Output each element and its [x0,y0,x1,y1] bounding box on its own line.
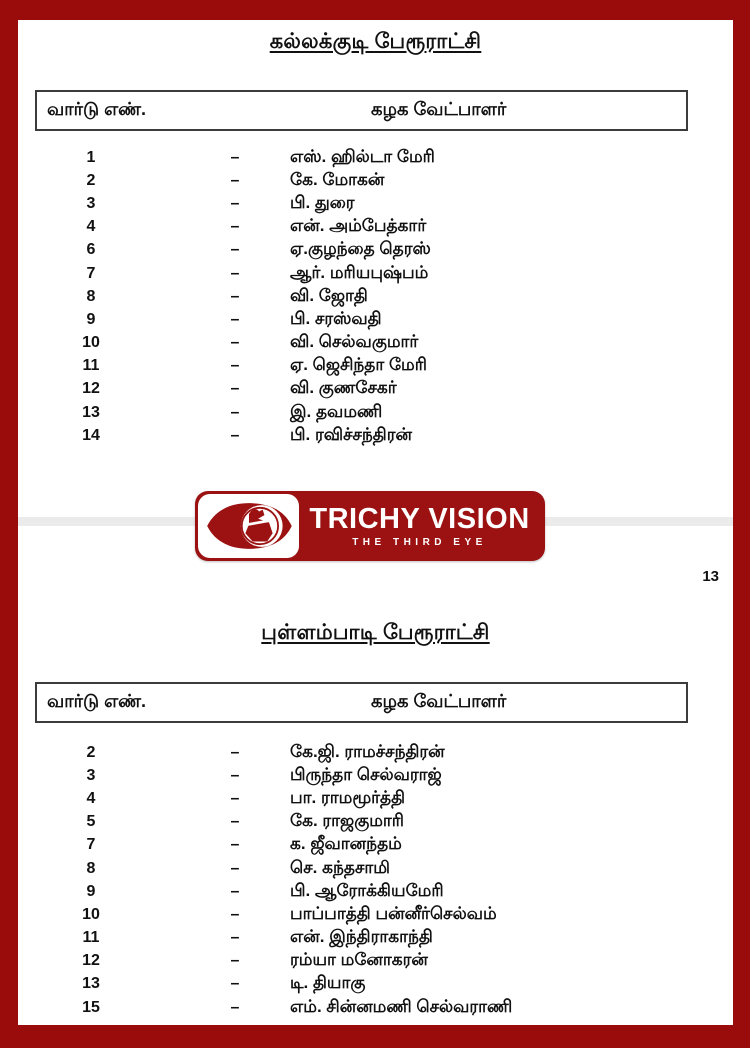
candidate-name: க. ஜீவானந்தம் [290,834,402,854]
candidate-name: வி. செல்வகுமார் [290,332,419,352]
candidate-name: டி. தியாகு [290,973,366,993]
table-row [18,903,733,926]
ward-number: 7 [86,264,96,282]
table-row [18,378,733,401]
candidate-name: எஸ். ஹில்டா மேரி [290,146,435,166]
dash-separator: – [230,426,240,444]
dash-separator: – [230,357,240,375]
ward-number: 13 [82,403,100,421]
table-row [18,880,733,903]
dash-separator: – [230,264,240,282]
dash-separator: – [230,334,240,352]
table-row [18,169,733,192]
candidate-name: என். அம்பேத்கார் [290,216,427,236]
ward-number: 2 [86,171,96,189]
ward-number: 10 [82,334,100,352]
candidate-name: வி. குணசேகர் [290,378,397,398]
logo-tagline: THE THIRD EYE [352,536,487,548]
ward-number: 12 [82,952,100,970]
dash-separator: – [230,813,240,831]
dash-separator: – [230,287,240,305]
table-row [18,857,733,880]
table-row [18,146,733,169]
table-row [18,308,733,331]
dash-separator: – [230,975,240,993]
dash-separator: – [230,194,240,212]
section2-rows [18,741,733,1019]
logo-title: TRICHY VISION [309,503,530,536]
table-row [18,239,733,262]
table-row [18,741,733,764]
ward-number: 6 [86,241,96,259]
candidate-name: பா. ராமமூர்த்தி [290,787,406,807]
ward-number-column-header: வார்டு எண். [47,691,147,711]
table-row [18,262,733,285]
section1-rows [18,146,733,447]
candidate-name: ரம்யா மனோகரன் [290,950,428,970]
table-row [18,973,733,996]
candidate-name: எம். சின்னமணி செல்வராணி [290,996,513,1016]
ward-number: 11 [82,357,100,375]
table-row [18,764,733,787]
page-number: 13 [702,568,719,585]
dash-separator: – [230,148,240,166]
candidate-name: பாப்பாத்தி பன்னீர்செல்வம் [290,903,497,923]
dash-separator: – [230,743,240,761]
ward-number-column-header: வார்டு எண். [47,99,147,119]
table-row [18,332,733,355]
dash-separator: – [230,789,240,807]
ward-number: 9 [86,310,96,328]
dash-separator: – [230,836,240,854]
ward-number: 3 [86,194,96,212]
ward-number: 4 [86,789,96,807]
page-content [18,20,733,1025]
ward-number: 14 [82,426,100,444]
dash-separator: – [230,905,240,923]
ward-number: 4 [86,218,96,236]
section2-title: புள்ளம்பாடி பேரூராட்சி [261,621,490,644]
dash-separator: – [230,171,240,189]
ward-number: 10 [82,905,100,923]
candidate-name: செ. கந்தசாமி [290,857,390,877]
candidate-name: பி. துரை [290,192,355,212]
ward-number: 15 [82,998,100,1016]
ward-number: 8 [86,859,96,877]
table-row [18,787,733,810]
candidate-name: ஏ. ஜெசிந்தா மேரி [290,355,427,375]
table-row [18,192,733,215]
table-row [18,401,733,424]
eye-icon [198,494,299,558]
candidate-name: பி. ரவிச்சந்திரன் [290,424,413,444]
candidate-name: கே. ராஜகுமாரி [290,811,405,831]
ward-number: 9 [86,882,96,900]
table-row [18,355,733,378]
candidate-name: கே. மோகன் [290,169,385,189]
dash-separator: – [230,998,240,1016]
ward-number: 13 [82,975,100,993]
candidate-column-header: கழக வேட்பாளர் [371,99,507,119]
candidate-name: இ. தவமணி [290,401,383,421]
table-row [18,285,733,308]
ward-number: 2 [86,743,96,761]
ward-number: 11 [82,929,100,947]
ward-number: 7 [86,836,96,854]
dash-separator: – [230,218,240,236]
candidate-name: வி. ஜோதி [290,285,368,305]
trichy-vision-logo [195,491,545,561]
candidate-name: என். இந்திராகாந்தி [290,927,433,947]
table-row [18,424,733,447]
dash-separator: – [230,380,240,398]
candidate-name: பி. சரஸ்வதி [290,308,382,328]
dash-separator: – [230,241,240,259]
dash-separator: – [230,859,240,877]
section1-title: கல்லக்குடி பேரூராட்சி [269,30,482,53]
dash-separator: – [230,766,240,784]
logo-text [302,491,545,561]
candidate-name: கே.ஜி. ராமச்சந்திரன் [290,741,445,761]
candidate-name: ஆர். மரியபுஷ்பம் [290,262,429,282]
table-row [18,996,733,1019]
table-row [18,834,733,857]
ward-number: 12 [82,380,100,398]
dash-separator: – [230,310,240,328]
ward-number: 3 [86,766,96,784]
ward-number: 5 [86,813,96,831]
candidate-name: ஏ.குழந்தை தெரஸ் [290,239,431,259]
ward-number: 1 [86,148,96,166]
ward-number: 8 [86,287,96,305]
dash-separator: – [230,882,240,900]
table-row [18,950,733,973]
candidate-name: பி. ஆரோக்கியமேரி [290,880,444,900]
section1-header-box [35,90,688,131]
dash-separator: – [230,929,240,947]
section2-header-box [35,682,688,723]
candidate-column-header: கழக வேட்பாளர் [371,691,507,711]
table-row [18,927,733,950]
candidate-name: பிருந்தா செல்வராஜ் [290,764,442,784]
table-row [18,811,733,834]
table-row [18,216,733,239]
dash-separator: – [230,952,240,970]
dash-separator: – [230,403,240,421]
